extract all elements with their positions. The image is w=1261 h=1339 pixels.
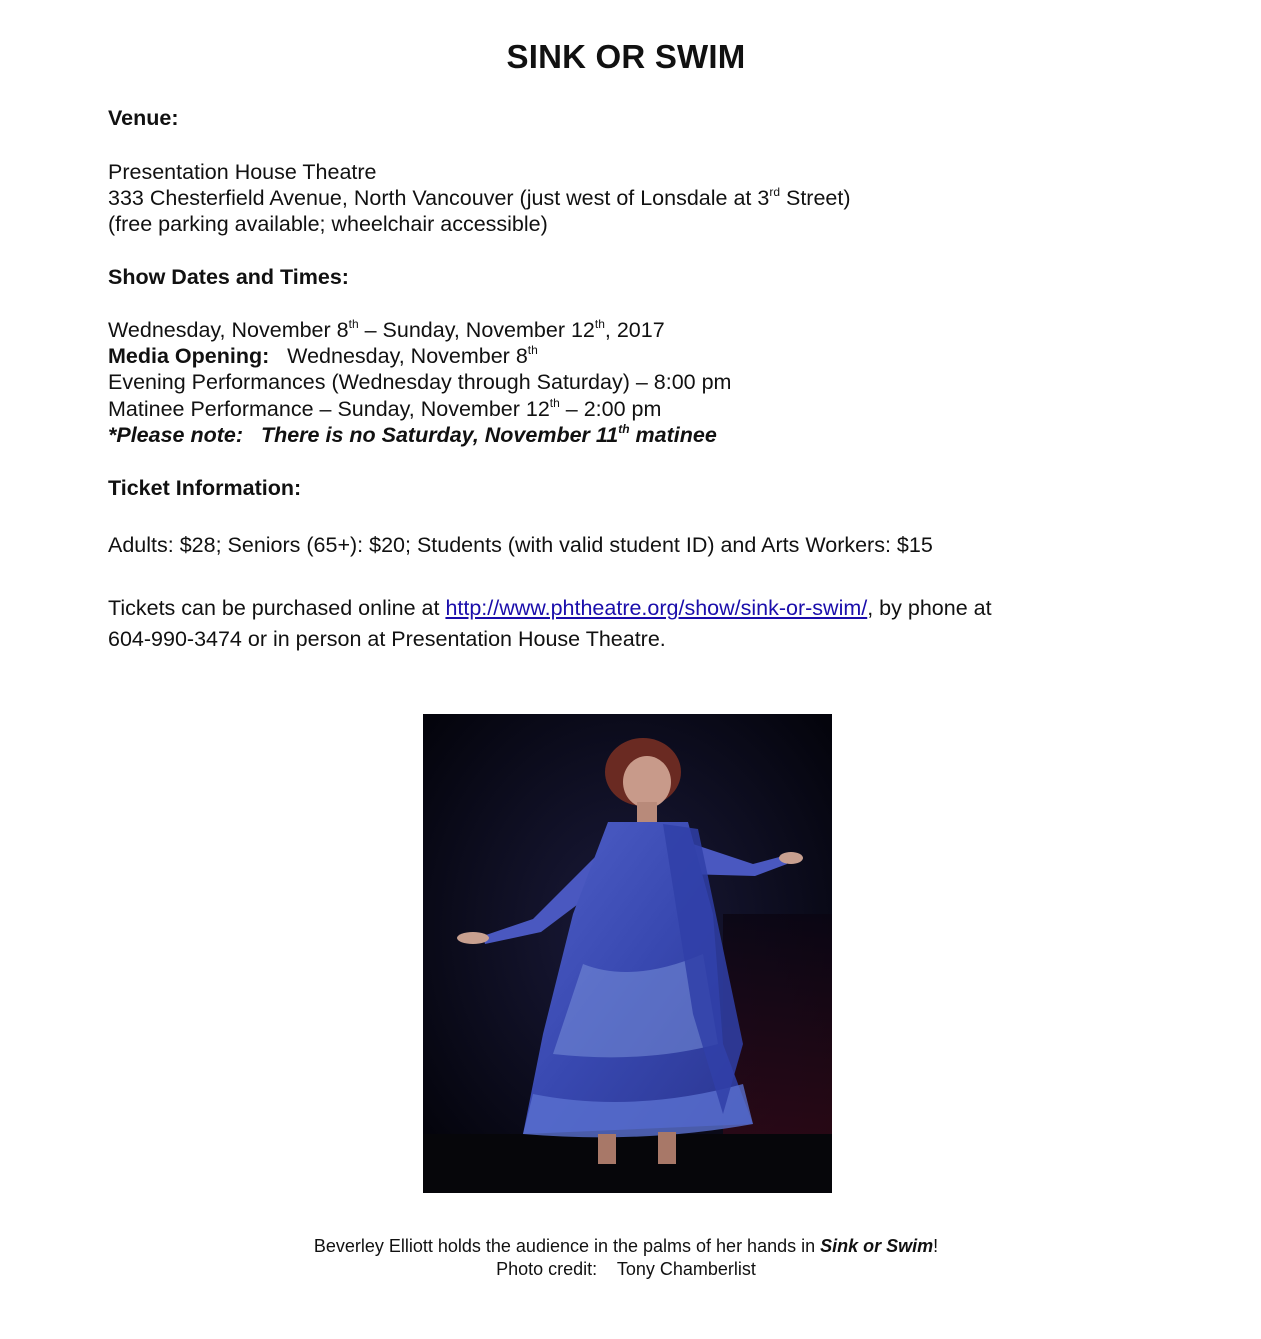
- venue-address: [108, 185, 851, 211]
- performer-photo-art: [423, 714, 832, 1193]
- range-end-sup: th: [594, 317, 605, 331]
- ticket-prices: Adults: $28; Seniors (65+): $20; Students (with valid student ID) and Arts Workers: $15: [108, 533, 933, 557]
- address-text: 333 Chesterfield Avenue, North Vancouver (just west of Lonsdale at 3: [108, 186, 770, 210]
- purchase-text-end: , by phone at: [867, 596, 992, 620]
- range-year: , 2017: [604, 318, 665, 342]
- matinee-sup: th: [549, 396, 560, 410]
- note-text-end: matinee: [629, 423, 717, 447]
- media-opening-sup: th: [527, 343, 538, 357]
- performer-photo: [423, 714, 832, 1193]
- caption-show-title: Sink or Swim: [820, 1236, 934, 1256]
- ticket-purchase: [108, 595, 992, 621]
- ticket-purchase-line2: 604-990-3474 or in person at Presentation House Theatre.: [108, 627, 666, 651]
- dates-range: [108, 317, 665, 343]
- venue-heading: Venue:: [108, 106, 179, 130]
- matinee-text: Matinee Performance – Sunday, November 12: [108, 397, 550, 421]
- range-start-sup: th: [348, 317, 359, 331]
- caption-text-end: !: [933, 1236, 939, 1256]
- caption-text: Beverley Elliott holds the audience in the palms of her hands in: [313, 1236, 821, 1256]
- photo-caption: [0, 1235, 1252, 1257]
- photo-credit: Photo credit: Tony Chamberlist: [496, 1259, 756, 1279]
- ticket-link[interactable]: http://www.phtheatre.org/show/sink-or-swim/: [445, 596, 868, 620]
- tickets-heading: Ticket Information:: [108, 476, 302, 500]
- address-text-end: Street): [780, 186, 851, 210]
- matinee-performance: [108, 396, 661, 422]
- page-title: SINK OR SWIM: [506, 38, 746, 75]
- matinee-time: – 2:00 pm: [559, 397, 662, 421]
- media-opening-value: Wednesday, November 8: [269, 344, 528, 368]
- range-end: – Sunday, November 12: [358, 318, 595, 342]
- venue-notes: (free parking available; wheelchair accessible): [108, 212, 548, 236]
- matinee-note: [108, 422, 717, 448]
- purchase-text: Tickets can be purchased online at: [108, 596, 446, 620]
- media-opening: [108, 343, 538, 369]
- note-sup: th: [618, 422, 630, 436]
- media-opening-label: Media Opening:: [108, 344, 270, 368]
- venue-name: Presentation House Theatre: [108, 160, 377, 184]
- note-text: *Please note: There is no Saturday, November 11: [108, 423, 619, 447]
- evening-performances: Evening Performances (Wednesday through Saturday) – 8:00 pm: [108, 370, 732, 394]
- address-sup: rd: [769, 185, 780, 199]
- dates-heading: Show Dates and Times:: [108, 265, 349, 289]
- range-start: Wednesday, November 8: [108, 318, 349, 342]
